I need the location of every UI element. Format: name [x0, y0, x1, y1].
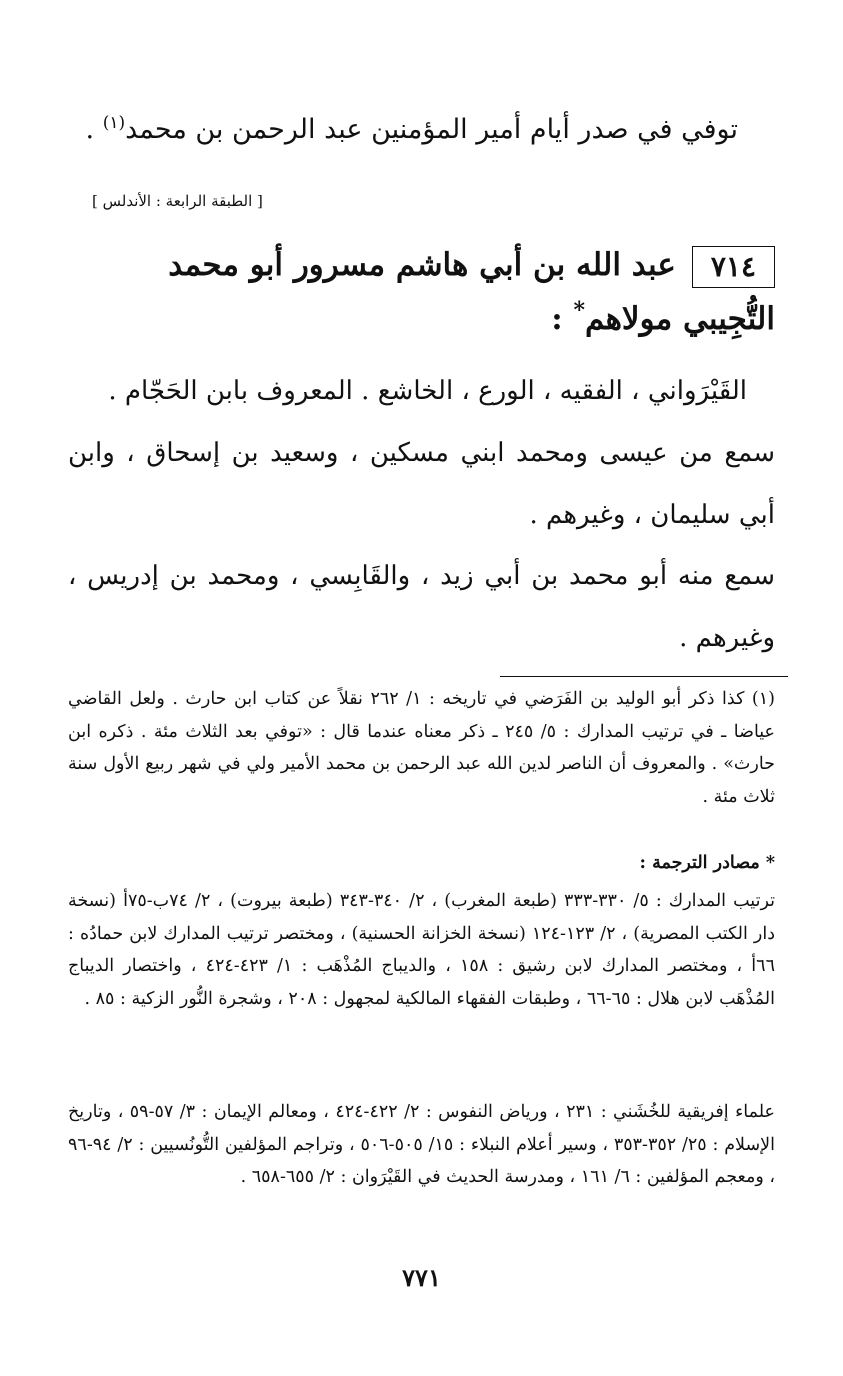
entry-heading — [68, 238, 775, 346]
section-tag: [ الطبقة الرابعة : الأندلس ] — [92, 192, 263, 210]
footnote-ref-1: (١) — [102, 113, 126, 133]
entry-number-box: ٧١٤ — [692, 246, 775, 288]
sources-star: * — [573, 297, 585, 324]
intro-line — [68, 110, 738, 150]
footnote-1: (١) كذا ذكر أبو الوليد بن الفَرَضي في تاريخه : ١/ ٢٦٢ نقلاً عن كتاب ابن حارث . ولعل القاضي عياضا ـ في ترتيب المدارك : ٥/ ٢٤٥ ـ ذكر معناه عندما قال : «توفي بعد الثلاث مئة . ذكره ابن حارث» . والمعروف أن الناصر لدين الله عبد الرحمن بن محمد الأمير ولي في شهر ربيع الأول سنة ثلاث مئة . — [68, 689, 775, 807]
page-number: ٧٧١ — [402, 1263, 441, 1292]
paragraph-students: سمع منه أبو محمد بن أبي زيد ، والقَابِسي ، ومحمد بن إدريس ، وغيرهم . — [68, 561, 775, 653]
entry-colon: : — [551, 301, 574, 337]
footnote-divider — [500, 676, 788, 677]
entry-title: عبد الله بن أبي هاشم مسرور أبو محمد التُّجِيبي مولاهم — [168, 247, 775, 337]
intro-end: . — [85, 114, 103, 145]
intro-text: توفي في صدر أيام أمير المؤمنين عبد الرحمن بن محمد — [125, 114, 738, 145]
sources-paragraph-1: ترتيب المدارك : ٥/ ٣٣٠-٣٣٣ (طبعة المغرب) ، ٢/ ٣٤٠-٣٤٣ (طبعة بيروت) ، ٢/ ٧٤ب-٧٥أ (نسخة دار الكتب المصرية) ، ٢/ ١٢٣-١٢٤ (نسخة الخزانة الحسنية) ، ومختصر ترتيب المدارك لابن حمادُه : ٦٦أ ، ومختصر المدارك لابن رشيق : ١٥٨ ، والديباج المُذْهَب : ١/ ٤٢٣-٤٢٤ ، واختصار الديباج المُذْهَب لابن هلال : ٦٥-٦٦ ، وطبقات الفقهاء المالكية لمجهول : ٢٠٨ ، وشجرة النُّور الزكية : ٨٥ . — [68, 891, 775, 1009]
paragraph-nisba: القَيْرَواني ، الفقيه ، الورع ، الخاشع . المعروف بابن الحَجّام . — [108, 376, 747, 406]
paragraph-teachers: سمع من عيسى ومحمد ابني مسكين ، وسعيد بن إسحاق ، وابن أبي سليمان ، وغيرهم . — [68, 438, 775, 530]
sources-paragraph-2: علماء إفريقية للخُشَني : ٢٣١ ، ورياض النفوس : ٢/ ٤٢٢-٤٢٤ ، ومعالم الإيمان : ٣/ ٥٧-٥٩ ، وتاريخ الإسلام : ٢٥/ ٣٥٢-٣٥٣ ، وسير أعلام النبلاء : ١٥/ ٥٠٥-٥٠٦ ، وتراجم المؤلفين التُّونُسيين : ٢/ ٩٤-٩٦ ، ومعجم المؤلفين : ٦/ ١٦١ ، ومدرسة الحديث في القَيْرَوان : ٢/ ٦٥٥-٦٥٨ . — [68, 1102, 775, 1187]
sources-title: * مصادر الترجمة : — [639, 853, 775, 873]
